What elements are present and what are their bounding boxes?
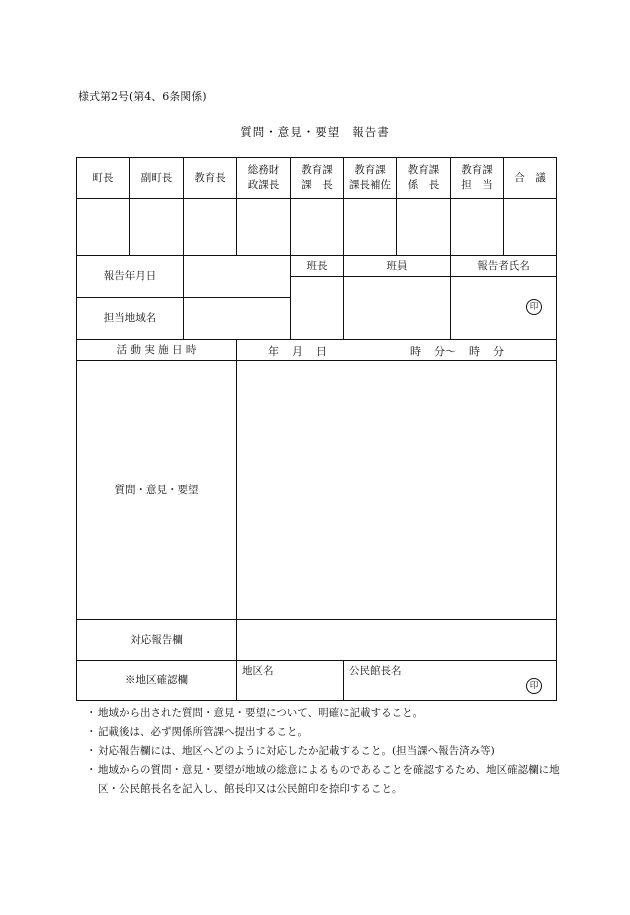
area-name-field[interactable] (184, 298, 290, 339)
header-superintendent: 教育長 (194, 171, 226, 184)
title-part-2: 報告書 (352, 125, 390, 139)
title-part-1: 質問・意見・要望 (240, 125, 341, 139)
form-number-label: 様式第2号(第4、6条関係) (78, 90, 207, 103)
district-confirmation-label: ※地区確認欄 (125, 674, 188, 686)
instruction-item: ・ 地域から出された質問・意見・要望について、明確に記載すること。 (86, 704, 566, 723)
reporter-name-header: 報告者氏名 (477, 259, 530, 272)
stamp-box-education-assistant-chief[interactable] (344, 199, 396, 255)
hour-unit: 時 (410, 345, 421, 358)
team-member-field[interactable] (344, 277, 450, 339)
header-town-mayor: 町長 (92, 171, 114, 184)
stamp-box-superintendent[interactable] (184, 199, 236, 255)
hall-director-field[interactable] (344, 661, 556, 700)
district-name-label: 地区名 (242, 665, 274, 677)
report-date-label: 報告年月日 (103, 270, 157, 282)
stamp-box-deputy-mayor[interactable] (130, 199, 183, 255)
header-consultation: 合 議 (514, 171, 546, 184)
stamp-box-education-subsection-chief[interactable] (397, 199, 450, 255)
team-leader-field[interactable] (291, 277, 343, 339)
stamp-box-general-affairs-chief[interactable] (237, 199, 290, 255)
instructions-list (86, 704, 566, 799)
header-education-section-chief: 教育課 課 長 (301, 164, 333, 191)
minute2-unit: 分 (493, 345, 504, 358)
document-title (0, 124, 630, 140)
day-unit: 日 (316, 345, 327, 358)
hall-director-seal-icon: 印 (526, 678, 542, 694)
area-name-label: 担当地域名 (103, 312, 157, 324)
hour2-unit: 時 (469, 345, 480, 358)
instruction-item: ・ 記載後は、必ず関係所管課へ提出すること。 (86, 723, 566, 742)
header-general-affairs-chief: 総務財 政課長 (247, 164, 280, 191)
team-member-header: 班員 (386, 259, 408, 272)
stamp-box-education-staff[interactable] (451, 199, 503, 255)
questions-label: 質問・意見・要望 (114, 483, 199, 496)
header-education-assistant-chief: 教育課 課長補佐 (349, 164, 391, 191)
month-unit: 月 (292, 345, 303, 358)
response-report-label: 対応報告欄 (130, 633, 183, 646)
header-deputy-mayor: 副町長 (140, 171, 173, 184)
instruction-item: ・ 対応報告欄には、地区へどのように対応したか記載すること。(担当課へ報告済み等) (86, 742, 566, 761)
year-unit: 年 (268, 345, 279, 358)
instruction-item: ・ 地域からの質問・意見・要望が地域の総意によるものであることを確認するため、地区確認欄に地区・公民館長名を記入し、館長印又は公民館印を捺印すること。 (86, 761, 566, 799)
response-report-field[interactable] (237, 620, 556, 660)
stamp-box-consultation[interactable] (504, 199, 556, 255)
activity-datetime-field[interactable] (237, 340, 556, 360)
district-name-field[interactable] (237, 661, 343, 700)
questions-field[interactable] (237, 361, 556, 619)
stamp-box-town-mayor[interactable] (77, 199, 129, 255)
activity-datetime-label: 活 動 実 施 日 時 (116, 343, 197, 356)
header-education-subsection-chief: 教育課 係 長 (407, 164, 440, 191)
header-education-staff: 教育課 担 当 (461, 164, 493, 191)
team-leader-header: 班長 (306, 259, 328, 272)
stamp-box-education-section-chief[interactable] (291, 199, 343, 255)
report-date-field[interactable] (184, 256, 290, 297)
hall-director-label: 公民館長名 (349, 665, 402, 677)
reporter-seal-icon: 印 (526, 299, 542, 315)
minute-to-unit: 分〜 (434, 345, 456, 358)
